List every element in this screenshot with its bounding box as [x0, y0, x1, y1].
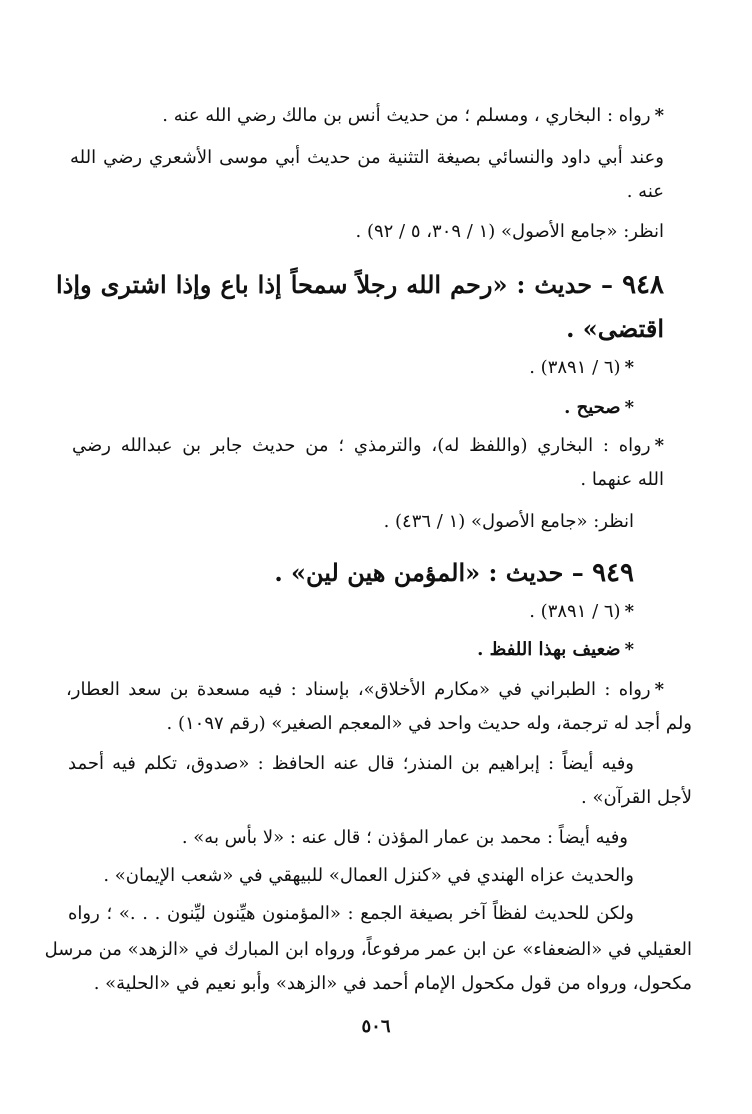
text-line: مكحول، ورواه من قول مكحول الإمام أحمد في «الزهد» وأبو نعيم في «الحلية» .: [93, 973, 692, 994]
text-line: وعند أبي داود والنسائي بصيغة التثنية من حديث أبي موسى الأشعري رضي الله: [70, 147, 664, 168]
text-line: وفيه أيضاً : محمد بن عمار المؤذن ؛ قال عنه : «لا بأس به» .: [181, 827, 628, 848]
text-line: العقيلي في «الضعفاء» عن ابن عمر مرفوعاً، ورواه ابن المبارك في «الزهد» من مرسل: [44, 939, 692, 960]
bullet-star-icon: *: [654, 105, 664, 126]
bullet-star-icon: *: [654, 679, 664, 700]
see-also-line: انظر: «جامع الأصول» (١ / ٣٠٩، ٥ / ٩٢) .: [355, 221, 664, 242]
bullet-star-icon: *: [624, 639, 634, 660]
hadith-title: – حديث : «المؤمن هين لين» .: [274, 558, 584, 587]
hadith-number: ٩٤٩: [592, 558, 634, 588]
source-line: *رواه : البخاري ، ومسلم ؛ من حديث أنس بن مالك رضي الله عنه .: [162, 105, 664, 126]
text-line: ولكن للحديث لفظاً آخر بصيغة الجمع : «المؤمنون هيِّنون ليِّنون . . .» ؛ رواه: [68, 903, 634, 924]
hadith-grade: *ضعيف بهذا اللفظ .: [477, 639, 634, 660]
hadith-948-heading-cont: اقتضى» .: [566, 314, 664, 343]
text-line: لأجل القرآن» .: [581, 787, 692, 808]
hadith-number: ٩٤٨: [622, 270, 664, 300]
text-line: ولم أجد له ترجمة، وله حديث واحد في «المعجم الصغير» (رقم ١٠٩٧) .: [166, 713, 692, 734]
hadith-949-heading: [274, 556, 634, 590]
hadith-grade: *صحيح .: [564, 397, 634, 418]
text-line: والحديث عزاه الهندي في «كنزل العمال» للبيهقي في «شعب الإيمان» .: [103, 865, 634, 886]
bullet-star-icon: *: [624, 357, 634, 378]
bullet-star-icon: *: [654, 435, 664, 456]
text-line: وفيه أيضاً : إبراهيم بن المنذر؛ قال عنه الحافظ : «صدوق، تكلم فيه أحمد: [68, 753, 634, 774]
text-line: الله عنهما .: [580, 469, 664, 490]
page-number: ٥٠٦: [361, 1016, 391, 1037]
hadith-948-heading: [56, 268, 664, 302]
text-line: عنه .: [626, 181, 664, 202]
hadith-ref: *(٦ / ٣٨٩١) .: [529, 357, 634, 378]
bullet-star-icon: *: [624, 601, 634, 622]
bullet-star-icon: *: [624, 397, 634, 418]
hadith-title: – حديث : «رحم الله رجلاً سمحاً إذا باع وإذا اشترى وإذا: [56, 270, 614, 299]
source-line: *رواه : الطبراني في «مكارم الأخلاق»، بإسناد : فيه مسعدة بن سعد العطار،: [66, 679, 664, 700]
source-line: *رواه : البخاري (واللفظ له)، والترمذي ؛ من حديث جابر بن عبدالله رضي: [72, 435, 664, 456]
hadith-ref: *(٦ / ٣٨٩١) .: [529, 601, 634, 622]
see-also-line: انظر: «جامع الأصول» (١ / ٤٣٦) .: [383, 511, 634, 532]
